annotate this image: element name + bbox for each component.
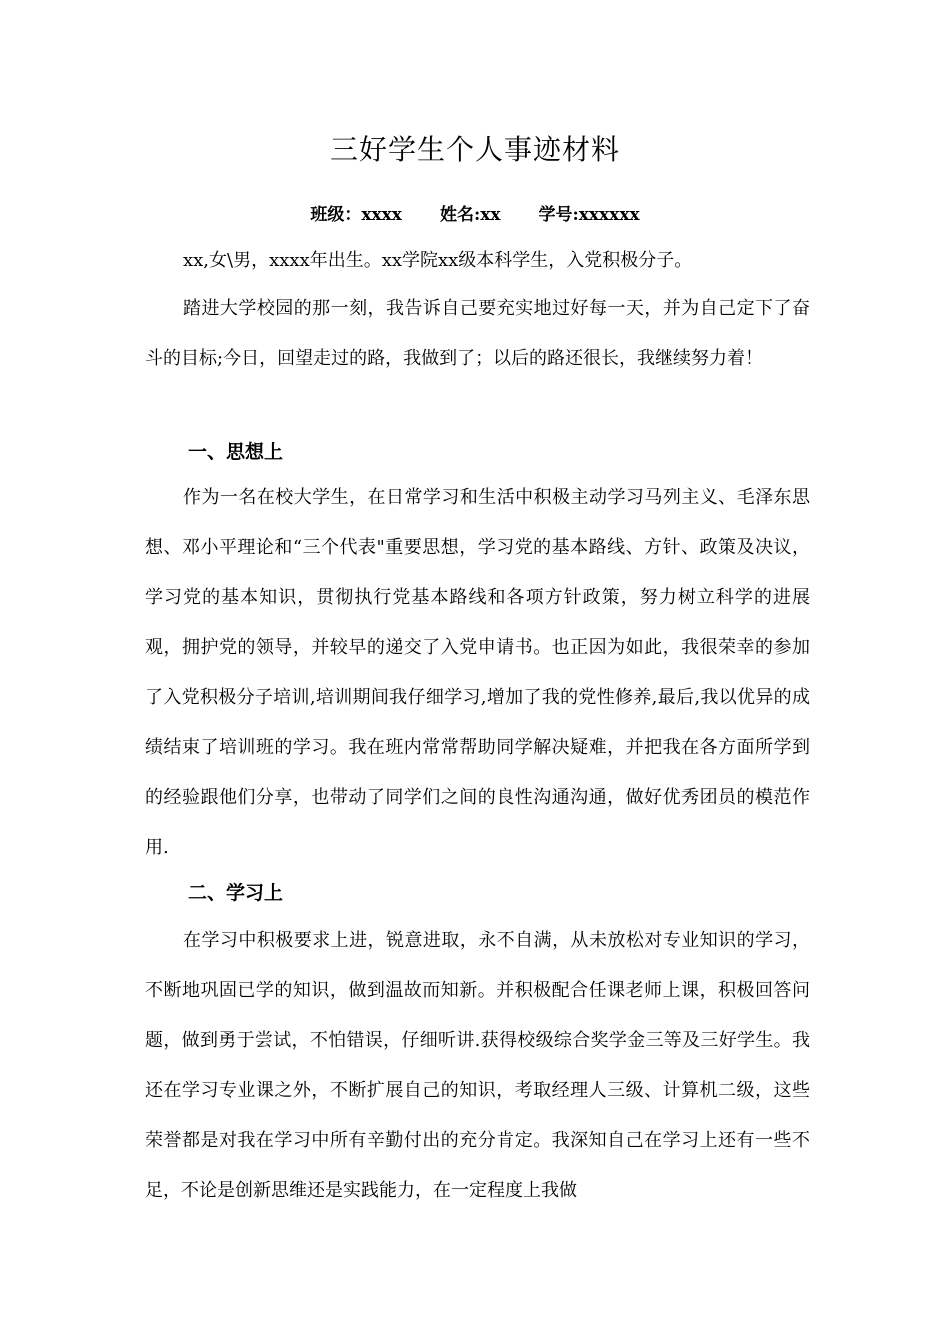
name-field: 姓名:xx bbox=[439, 205, 501, 225]
section-body-thought: 作为一名在校大学生，在日常学习和生活中积极主动学习马列主义、毛泽东思想、邓小平理论和“三个代表"重要思想，学习党的基本路线、方针、政策及决议，学习党的基本知识，贯彻执行党基本路线和各项方针政策，努力树立科学的进展观，拥护党的领导，并较早的递交了入党申请书。也正因为如此，我很荣幸的参加了入党积极分子培训,培训期间我仔细学习,增加了我的党性修养,最后,我以优异的成绩结束了培训班的学习。我在班内常常帮助同学解决疑难，并把我在各方面所学到的经验跟他们分享，也带动了同学们之间的良性沟通沟通，做好优秀团员的模范作用. bbox=[145, 487, 810, 858]
student-id-field: 学号:xxxxxx bbox=[538, 205, 640, 225]
section-heading-thought: 一、思想上 bbox=[188, 441, 284, 463]
section-body-study: 在学习中积极要求上进，锐意进取，永不自满，从未放松对专业知识的学习，不断地巩固已学的知识，做到温故而知新。并积极配合任课老师上课，积极回答问题，做到勇于尝试，不怕错误，仔细听讲.获得校级综合奖学金三等及三好学生。我还在学习专业课之外，不断扩展自己的知识，考取经理人三级、计算机二级，这些荣誉都是对我在学习中所有辛勤付出的充分肯定。我深知自己在学习上还有一些不足，不论是创新思维还是实践能力，在一定程度上我做 bbox=[145, 930, 810, 1201]
student-info-line bbox=[0, 200, 950, 230]
intro-paragraph: xx,女\男，xxxx年出生。xx学院xx级本科学生，入党积极分子。 bbox=[183, 250, 693, 271]
document-title: 三好学生个人事迹材料 bbox=[329, 133, 620, 166]
opening-paragraph: 踏进大学校园的那一刻，我告诉自己要充实地过好每一天，并为自己定下了奋斗的目标;今日，回望走过的路，我做到了；以后的路还很长，我继续努力着！ bbox=[145, 298, 810, 369]
class-field: 班级：xxxx bbox=[310, 205, 402, 225]
section-heading-study: 二、学习上 bbox=[188, 882, 284, 904]
